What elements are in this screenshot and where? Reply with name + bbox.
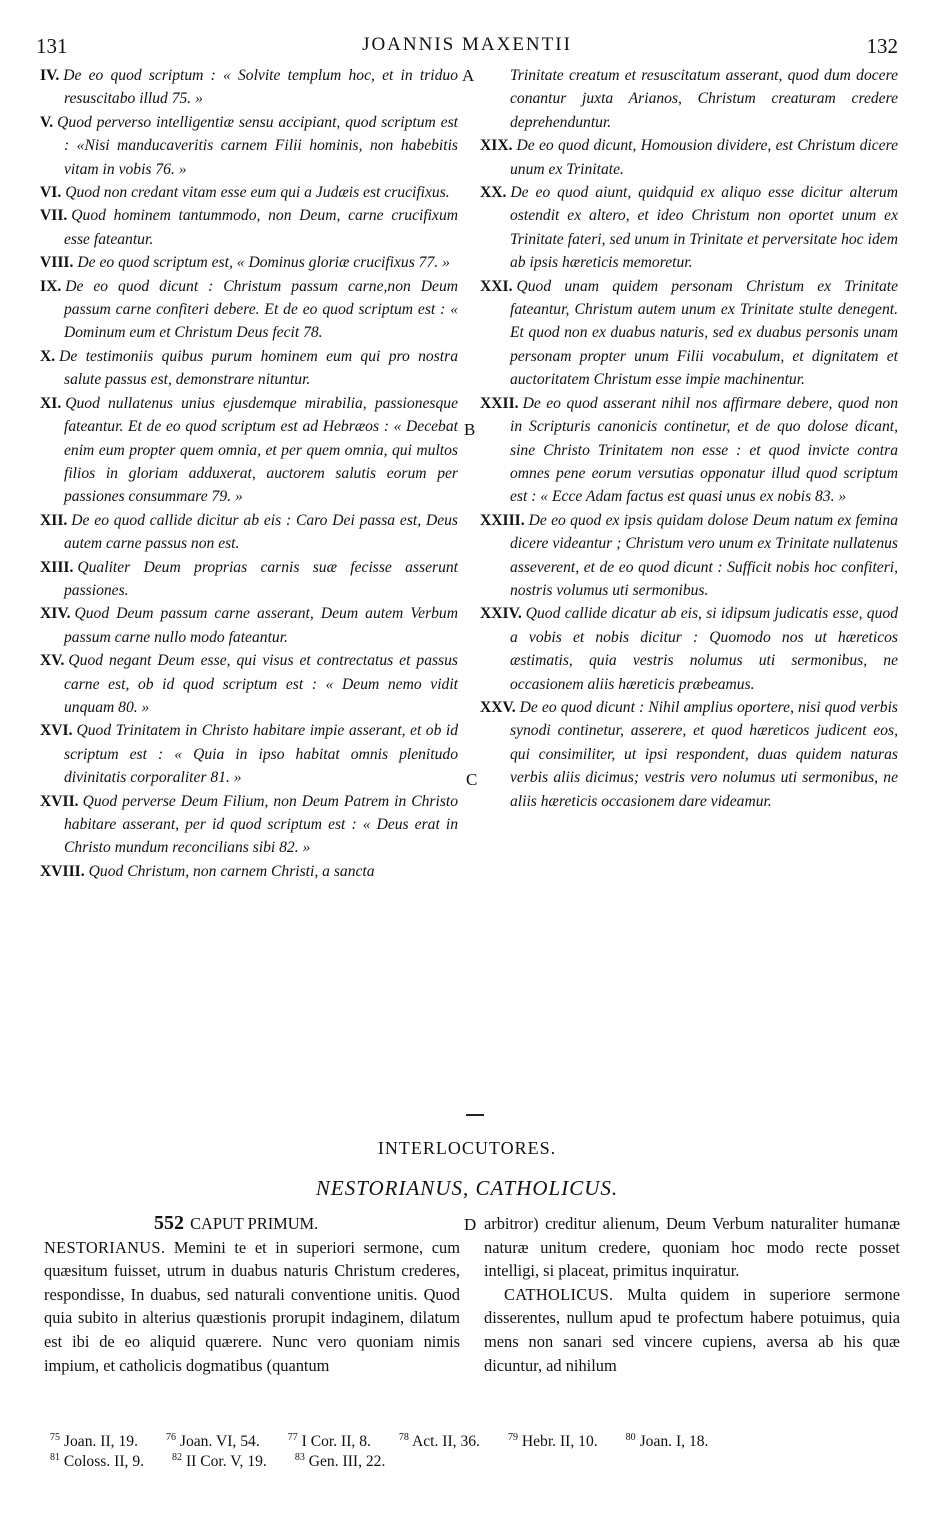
chapter-number: XV.	[40, 652, 65, 670]
dialogue-paragraph-nestorianus	[44, 1236, 460, 1378]
footnote-row	[50, 1452, 910, 1472]
page-number-left: 131	[36, 34, 68, 58]
chapter-entry	[40, 649, 458, 719]
footnote-number: 82	[172, 1451, 183, 1463]
caput-title: CAPUT PRIMUM.	[190, 1214, 319, 1233]
footnote	[508, 1433, 598, 1450]
footnote	[50, 1453, 144, 1470]
chapter-entry	[40, 860, 458, 883]
speakers-heading: NESTORIANUS, CATHOLICUS.	[315, 1176, 619, 1200]
dialogue-text: Memini te et in superiori sermone, cum quæsitum fuisset, utrum in duabus naturis Christum crederes, respondisse, In duabus, sed naturali conventione unitis. Quod quia subito in alterius quæstionis prorupit indaginem, dilatum est ibi de eo aliquid quærere. Nunc vero quoniam nimis impium, et catholicis dogmatibus (quantum	[44, 1237, 460, 1375]
chapter-number: XIII.	[40, 558, 74, 576]
chapter-entry	[40, 64, 458, 111]
chapter-number: XVII.	[40, 792, 79, 810]
chapter-number: VI.	[40, 184, 62, 202]
margin-letter-b: B	[464, 420, 476, 439]
chapter-text: De eo quod dicunt : Nihil amplius oportere, nisi quod verbis synodi continetur, asserere, et quod hæreticos judicent eos, qui consimiliter, ut ipsi respondent, duas quidem naturas verbis aliis dicimus; vestris vero nolumus uti sermonibus, ne aliis hæreticis occasionem dare videamur.	[510, 698, 898, 810]
footnote-text: Hebr. II, 10.	[521, 1433, 598, 1450]
chapter-entry	[40, 275, 458, 345]
chapter-entry	[40, 719, 458, 789]
chapter-text: De eo quod ex ipsis quidam dolose Deum natum ex femina dicere videantur ; Christum vero unum ex Trinitate nullatenus asseverent, et de eo quod dicunt : Sufficit nobis hoc confiteri, nostris volumus uti sermonibus.	[510, 511, 898, 599]
footnote-text: Gen. III, 22.	[308, 1453, 386, 1470]
chapter-text: De eo quod dicunt, Homousion dividere, est Christum dicere unum ex Trinitate.	[510, 137, 898, 178]
chapter-text: De eo quod asserant nihil nos affirmare debere, quod non in Scripturis canonicis continetur, et de quo dolose dicant, sine Christo Trinitatem non esse : et quod invicte contra omnes pene eorum versutias opponatur illud quod scriptum est : « Ecce Adam factus est quasi unus ex nobis 83. »	[510, 394, 898, 506]
chapter-entry	[40, 181, 458, 204]
chapter-number: XX.	[480, 184, 507, 202]
chapter-entry	[480, 696, 898, 813]
chapter-text: Qualiter Deum proprias carnis suæ fecisse asserunt passiones.	[64, 558, 458, 599]
margin-letter-a: A	[462, 66, 475, 85]
footnote-text: Joan. I, 18.	[639, 1433, 709, 1450]
dialogue-paragraph-catholicus	[484, 1283, 900, 1377]
chapter-text: Quod non credant vitam esse eum qui a Judæis est crucifixus.	[65, 184, 450, 202]
chapter-text: De eo quod scriptum : « Solvite templum hoc, et in triduo resuscitabo illud 75. »	[63, 67, 458, 108]
chapter-number: XVI.	[40, 722, 73, 740]
chapter-number: XXV.	[480, 698, 516, 716]
footnote-number: 77	[287, 1431, 298, 1443]
chapter-number: XIX.	[480, 137, 513, 155]
chapter-number: V.	[40, 113, 54, 131]
chapter-number: XXII.	[480, 394, 519, 412]
footnote-text: Joan. VI, 54.	[179, 1433, 260, 1450]
chapter-entry	[480, 275, 898, 392]
chapter-number: X.	[40, 347, 56, 365]
chapter-text: Quod nullatenus unius ejusdemque mirabilia, passionesque fateantur. Et de eo quod scriptum est ad Hebræos : « Decebat enim eum propter quem omnia, et per quem omnia, qui multos filios in gloriam adduxerat, auctorem salutis eorum per passiones consummare 79. »	[64, 394, 458, 506]
chapter-entry	[40, 556, 458, 603]
running-title: JOANNIS MAXENTII	[362, 34, 572, 55]
chapter-entry	[40, 392, 458, 509]
chapter-entry	[40, 204, 458, 251]
section-divider	[466, 1114, 484, 1116]
chapter-text: Quod unam quidem personam Christum ex Trinitate fateantur, Christum autem unum ex Trinitate stulte denegent. Et quod non ex duabus naturis, sed ex duabus personis unam personam propter unum Filii vocabulum, et dignitatem et auctoritatem Christum esse impie machinentur.	[510, 277, 898, 389]
dialogue-left-column	[44, 1212, 460, 1377]
footnote	[295, 1453, 386, 1470]
footnote-text: Act. II, 36.	[411, 1433, 480, 1450]
chapter-entry	[480, 602, 898, 696]
footnote-number: 83	[294, 1451, 305, 1463]
chapter-entry	[40, 345, 458, 392]
chapter-number: XXIV.	[480, 605, 522, 623]
footnote	[50, 1433, 138, 1450]
footnote	[172, 1453, 267, 1470]
footnote-text: II Cor. V, 19.	[185, 1453, 267, 1470]
section-title: INTERLOCUTORES.	[377, 1138, 557, 1158]
chapter-text: Quod Deum passum carne asserant, Deum autem Verbum passum carne nullo modo fateantur.	[64, 605, 458, 646]
chapter-number: IV.	[40, 67, 60, 84]
footnote-text: I Cor. II, 8.	[301, 1433, 371, 1450]
chapter-text: De eo quod dicunt : Christum passum carne,non Deum passum carne confiteri debere. Et de eo quod scriptum est : « Dominum eum et Christum Deus fecit 78.	[64, 277, 458, 342]
chapter-number: IX.	[40, 277, 62, 295]
speaker-label: CATHOLICUS.	[504, 1284, 614, 1304]
chapter-text: Quod Trinitatem in Christo habitare impie asserant, et ob id scriptum est : « Quia in ipso habitat omnis plenitudo divinitatis corporaliter 81. »	[64, 722, 458, 787]
chapter-text: Quod Christum, non carnem Christi, a sancta	[88, 862, 375, 880]
chapter-entry	[40, 509, 458, 556]
footnote-number: 80	[625, 1431, 636, 1443]
chapter-number: XI.	[40, 394, 62, 412]
page-header	[36, 34, 898, 60]
chapter-entry	[480, 181, 898, 275]
chapter-text: Quod callide dicatur ab eis, si idipsum judicatis esse, quod a vobis et nobis dicitur : Quomodo nos ut hæreticos æstimatis, quia vestris nolumus uti sermonibus, ne occasionem aliis hæreticis præbeamus.	[510, 605, 898, 693]
speaker-label: NESTORIANUS.	[44, 1237, 166, 1257]
column-number: 552	[154, 1212, 184, 1234]
chapter-number: XXIII.	[480, 511, 525, 529]
caput-heading	[44, 1212, 460, 1236]
chapter-entry	[40, 111, 458, 181]
chapter-text: De eo quod scriptum est, « Dominus gloriæ crucifixus 77. »	[77, 254, 450, 272]
footnote	[626, 1433, 709, 1450]
chapter-continuation: Trinitate creatum et resuscitatum asserant, quod dum docere conantur juxta Arianos, Christum creaturam credere deprehenduntur.	[510, 67, 898, 131]
chapter-entry	[480, 134, 898, 181]
chapter-text: Quod perverse Deum Filium, non Deum Patrem in Christo habitare asserant, per id quod scriptum est : « Deus erat in Christo mundum reconcilians sibi 82. »	[64, 792, 458, 857]
chapter-entry	[480, 392, 898, 509]
dialogue-right-column	[484, 1212, 900, 1377]
chapter-text: Quod negant Deum esse, qui visus et contrectatus et passus carne est, ob id quod scriptum est : « Deum nemo vidit unquam 80. »	[64, 652, 458, 716]
chapter-text: Quod hominem tantummodo, non Deum, carne crucifixum esse fateantur.	[64, 207, 458, 248]
chapter-number: XXI.	[480, 277, 513, 295]
chapter-list-left	[40, 64, 458, 883]
footnote	[166, 1433, 260, 1450]
footnote-number: 81	[50, 1451, 60, 1463]
footnotes	[50, 1432, 910, 1472]
chapter-number: XIV.	[40, 605, 71, 623]
page-number-right: 132	[866, 34, 898, 58]
chapter-text: De eo quod callide dicitur ab eis : Caro Dei passa est, Deus autem carne passus non est.	[64, 511, 458, 553]
chapter-entry	[480, 509, 898, 603]
chapter-number: XVIII.	[40, 862, 85, 880]
footnote	[288, 1433, 371, 1450]
dialogue-text: Multa quidem in superiore sermone disserentes, nullum apud te profectum habere potuimus, quia mens non sanari sed vincere cupiens, aversa ab his quæ dicuntur, ad nihilum	[484, 1284, 900, 1375]
dialogue-continuation: arbitror) creditur alienum, Deum Verbum naturaliter humanæ naturæ unitum credere, quoniam hoc modo recte posset intelligi, si placeat, primitus inquiratur.	[484, 1214, 900, 1281]
chapter-entry	[40, 602, 458, 649]
margin-letter-d: D	[464, 1215, 477, 1234]
chapter-number: VII.	[40, 207, 68, 225]
footnote-number: 75	[50, 1431, 60, 1443]
footnote-number: 76	[165, 1431, 176, 1443]
chapter-number: XII.	[40, 511, 68, 529]
footnote-text: Joan. II, 19.	[63, 1433, 138, 1450]
footnote-text: Coloss. II, 9.	[63, 1453, 145, 1470]
footnote-row	[50, 1432, 910, 1452]
footnote-number: 78	[398, 1431, 409, 1443]
chapter-number: VIII.	[40, 254, 74, 272]
chapter-entry	[40, 790, 458, 860]
chapter-text: Quod perverso intelligentiæ sensu accipiant, quod scriptum est : «Nisi manducaveritis carnem Filii hominis, non habebitis vitam in vobis 76. »	[57, 113, 458, 178]
chapter-list-right	[480, 64, 898, 813]
footnote	[399, 1433, 480, 1450]
margin-letter-c: C	[466, 770, 478, 789]
chapter-text: De testimoniis quibus purum hominem eum qui pro nostra salute passus est, demonstrare nituntur.	[59, 347, 458, 389]
chapter-entry	[40, 251, 458, 274]
chapter-text: De eo quod aiunt, quidquid ex aliquo esse dicitur alterum ostendit ex altero, et ideo Christum non oportet unum ex Trinitate fateri, sed unum in Trinitate et perversitate hoc idem ab ipsis hæreticis memoretur.	[510, 184, 898, 272]
footnote-number: 79	[507, 1431, 518, 1443]
